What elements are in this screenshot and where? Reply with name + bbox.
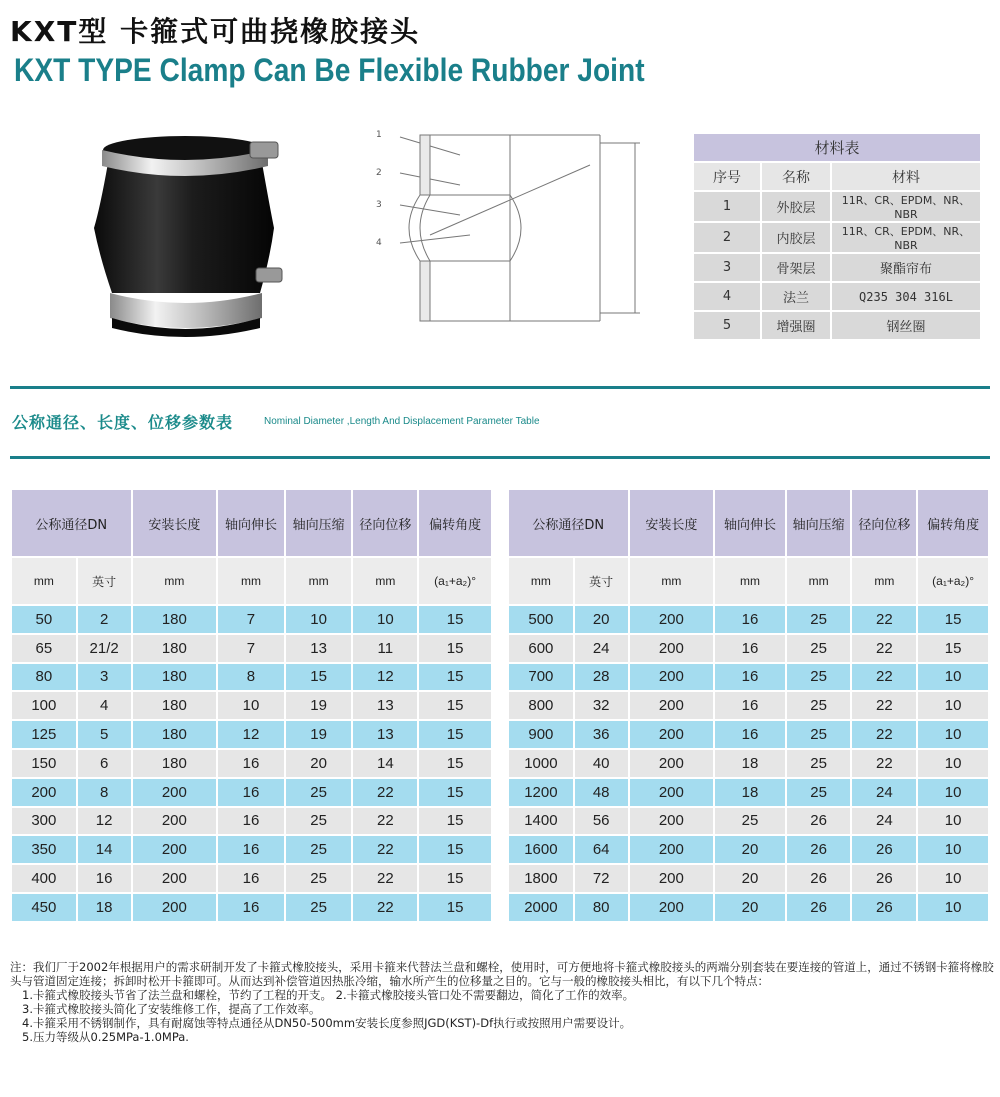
- table-cell: 200: [629, 864, 715, 893]
- table-row: [11, 864, 492, 893]
- table-cell: 100: [11, 691, 77, 720]
- table-cell: 16: [217, 749, 285, 778]
- table-cell: 28: [574, 663, 629, 692]
- table-cell: 22: [352, 807, 418, 836]
- table-row: [11, 634, 492, 663]
- table-row: [508, 605, 989, 634]
- table-cell: 200: [629, 778, 715, 807]
- table-cell: 13: [285, 634, 353, 663]
- table-cell: 500: [508, 605, 574, 634]
- table-cell: 25: [786, 663, 852, 692]
- table-cell: 16: [714, 605, 786, 634]
- notes-line-4: 4.卡箍采用不锈钢制作，具有耐腐蚀等特点通径从DN50-500mm安装长度参照JGD(KST)-Df执行或按照用户需要设计。: [22, 1016, 632, 1030]
- header-dn: 公称通径DN: [508, 489, 629, 557]
- table-cell: 10: [917, 864, 989, 893]
- table-cell: 15: [418, 835, 492, 864]
- table-cell: 15: [418, 807, 492, 836]
- material-table-title: 材料表: [693, 133, 981, 162]
- table-cell: 40: [574, 749, 629, 778]
- table-cell: 32: [574, 691, 629, 720]
- table-cell: 25: [786, 634, 852, 663]
- table-cell: 12: [352, 663, 418, 692]
- table-cell: 22: [851, 663, 917, 692]
- header-dn: 公称通径DN: [11, 489, 132, 557]
- table-cell: 10: [917, 807, 989, 836]
- table-cell: 4: [77, 691, 132, 720]
- table-row: [11, 807, 492, 836]
- table-cell: 2: [77, 605, 132, 634]
- table-cell: 800: [508, 691, 574, 720]
- table-cell: 7: [217, 605, 285, 634]
- table-cell: 12: [77, 807, 132, 836]
- material-header-no: 序号: [693, 162, 761, 191]
- table-row: [11, 749, 492, 778]
- table-cell: 19: [285, 691, 353, 720]
- table-cell: 7: [217, 634, 285, 663]
- table-cell: 200: [629, 691, 715, 720]
- table-cell: 15: [418, 663, 492, 692]
- table-cell: 22: [352, 835, 418, 864]
- table-cell: 16: [217, 778, 285, 807]
- product-photo: [90, 128, 290, 343]
- notes-line-1: 1.卡箍式橡胶接头节省了法兰盘和螺栓，节约了工程的开支。 2.卡箍式橡胶接头管口处不需要翻边，简化了工作的效率。: [22, 988, 635, 1002]
- table-cell: 80: [11, 663, 77, 692]
- table-row: [508, 807, 989, 836]
- table-cell: 25: [285, 778, 353, 807]
- table-cell: 600: [508, 634, 574, 663]
- unit-mm: mm: [714, 557, 786, 605]
- table-cell: 20: [714, 864, 786, 893]
- table-cell: 24: [574, 634, 629, 663]
- param-table-right: [507, 488, 990, 923]
- table-cell: 8: [77, 778, 132, 807]
- table-cell: 300: [11, 807, 77, 836]
- table-cell: 150: [11, 749, 77, 778]
- section-title-cn: 公称通径、长度、位移参数表: [12, 413, 234, 432]
- table-cell: 20: [714, 835, 786, 864]
- table-cell: 200: [629, 720, 715, 749]
- table-cell: 180: [132, 749, 218, 778]
- material-no: 3: [693, 253, 761, 282]
- table-cell: 72: [574, 864, 629, 893]
- table-cell: 25: [285, 893, 353, 922]
- table-cell: 25: [786, 778, 852, 807]
- header-install-length: 安装长度: [132, 489, 218, 557]
- table-cell: 22: [851, 634, 917, 663]
- table-cell: 10: [352, 605, 418, 634]
- unit-mm: mm: [786, 557, 852, 605]
- table-cell: 180: [132, 720, 218, 749]
- table-cell: 36: [574, 720, 629, 749]
- table-cell: 200: [132, 864, 218, 893]
- table-cell: 5: [77, 720, 132, 749]
- unit-angle: (a₁+a₂)°: [418, 557, 492, 605]
- table-cell: 1800: [508, 864, 574, 893]
- material-value: 聚酯帘布: [831, 253, 981, 282]
- table-cell: 1200: [508, 778, 574, 807]
- table-row: [11, 605, 492, 634]
- table-cell: 18: [714, 778, 786, 807]
- header-install-length: 安装长度: [629, 489, 715, 557]
- table-cell: 16: [77, 864, 132, 893]
- unit-mm: mm: [285, 557, 353, 605]
- table-cell: 26: [786, 864, 852, 893]
- table-cell: 15: [418, 634, 492, 663]
- material-value: 钢丝圈: [831, 311, 981, 340]
- table-cell: 25: [285, 864, 353, 893]
- table-cell: 1600: [508, 835, 574, 864]
- table-cell: 2000: [508, 893, 574, 922]
- table-row: [508, 864, 989, 893]
- material-name: 法兰: [761, 282, 831, 311]
- table-cell: 50: [11, 605, 77, 634]
- material-value: 11R、CR、EPDM、NR、NBR: [831, 191, 981, 222]
- table-cell: 13: [352, 691, 418, 720]
- table-cell: 15: [418, 691, 492, 720]
- section-divider-top: [10, 386, 990, 389]
- table-cell: 10: [917, 663, 989, 692]
- table-cell: 450: [11, 893, 77, 922]
- table-cell: 10: [217, 691, 285, 720]
- table-cell: 200: [629, 893, 715, 922]
- table-cell: 180: [132, 691, 218, 720]
- table-cell: 200: [629, 807, 715, 836]
- unit-mm: mm: [217, 557, 285, 605]
- table-cell: 180: [132, 663, 218, 692]
- table-cell: 16: [217, 807, 285, 836]
- unit-mm: mm: [11, 557, 77, 605]
- unit-mm: mm: [508, 557, 574, 605]
- table-cell: 200: [132, 893, 218, 922]
- table-cell: 350: [11, 835, 77, 864]
- table-cell: 1000: [508, 749, 574, 778]
- table-row: [11, 691, 492, 720]
- table-cell: 16: [217, 864, 285, 893]
- table-row: [508, 720, 989, 749]
- section-divider-bottom: [10, 456, 990, 459]
- table-cell: 16: [714, 720, 786, 749]
- material-name: 增强圈: [761, 311, 831, 340]
- header-radial-displacement: 径向位移: [352, 489, 418, 557]
- table-cell: 26: [786, 893, 852, 922]
- table-cell: 19: [285, 720, 353, 749]
- table-cell: 15: [418, 893, 492, 922]
- table-cell: 22: [352, 864, 418, 893]
- table-cell: 25: [285, 835, 353, 864]
- table-cell: 10: [917, 893, 989, 922]
- table-row: [11, 663, 492, 692]
- table-cell: 26: [851, 835, 917, 864]
- table-cell: 16: [714, 691, 786, 720]
- header-axial-extension: 轴向伸长: [217, 489, 285, 557]
- table-cell: 25: [786, 605, 852, 634]
- material-row: [693, 311, 981, 340]
- table-cell: 12: [217, 720, 285, 749]
- unit-mm: mm: [132, 557, 218, 605]
- table-cell: 11: [352, 634, 418, 663]
- table-cell: 200: [629, 749, 715, 778]
- table-cell: 10: [917, 778, 989, 807]
- table-cell: 25: [786, 720, 852, 749]
- table-cell: 16: [217, 835, 285, 864]
- notes-line-3: 3.卡箍式橡胶接头简化了安装维修工作，提高了工作效率。: [22, 1002, 321, 1016]
- table-cell: 8: [217, 663, 285, 692]
- table-cell: 900: [508, 720, 574, 749]
- header-axial-compression: 轴向压缩: [285, 489, 353, 557]
- page-title-en: KXT TYPE Clamp Can Be Flexible Rubber Joint: [14, 52, 645, 88]
- table-row: [11, 835, 492, 864]
- section-title-en: Nominal Diameter ,Length And Displacement Parameter Table: [264, 416, 540, 427]
- header-deflection-angle: 偏转角度: [917, 489, 989, 557]
- material-name: 外胶层: [761, 191, 831, 222]
- material-name: 内胶层: [761, 222, 831, 253]
- table-cell: 24: [851, 807, 917, 836]
- page-title-cn: KXT型 卡箍式可曲挠橡胶接头: [10, 15, 421, 48]
- notes-line-5: 5.压力等级从0.25MPa-1.0MPa.: [22, 1030, 189, 1044]
- table-row: [508, 835, 989, 864]
- table-cell: 125: [11, 720, 77, 749]
- material-row: [693, 282, 981, 311]
- table-cell: 26: [851, 893, 917, 922]
- table-cell: 22: [352, 893, 418, 922]
- table-cell: 56: [574, 807, 629, 836]
- material-name: 骨架层: [761, 253, 831, 282]
- material-no: 5: [693, 311, 761, 340]
- material-no: 2: [693, 222, 761, 253]
- table-row: [508, 778, 989, 807]
- table-cell: 10: [917, 720, 989, 749]
- table-cell: 15: [418, 605, 492, 634]
- table-row: [11, 893, 492, 922]
- table-cell: 16: [714, 634, 786, 663]
- table-cell: 200: [132, 778, 218, 807]
- material-no: 4: [693, 282, 761, 311]
- table-cell: 48: [574, 778, 629, 807]
- table-cell: 22: [352, 778, 418, 807]
- table-cell: 25: [786, 749, 852, 778]
- material-row: [693, 253, 981, 282]
- callout-4: 4: [376, 238, 382, 248]
- table-cell: 21/2: [77, 634, 132, 663]
- table-cell: 10: [917, 835, 989, 864]
- table-cell: 6: [77, 749, 132, 778]
- table-row: [508, 893, 989, 922]
- table-cell: 200: [629, 634, 715, 663]
- table-cell: 15: [285, 663, 353, 692]
- material-value: 11R、CR、EPDM、NR、NBR: [831, 222, 981, 253]
- header-axial-extension: 轴向伸长: [714, 489, 786, 557]
- table-cell: 200: [132, 835, 218, 864]
- table-cell: 15: [418, 720, 492, 749]
- table-cell: 25: [714, 807, 786, 836]
- table-cell: 22: [851, 749, 917, 778]
- material-header-material: 材料: [831, 162, 981, 191]
- table-cell: 14: [77, 835, 132, 864]
- table-cell: 14: [352, 749, 418, 778]
- header-radial-displacement: 径向位移: [851, 489, 917, 557]
- table-cell: 18: [714, 749, 786, 778]
- callout-1: 1: [376, 130, 382, 140]
- table-cell: 18: [77, 893, 132, 922]
- material-row: [693, 191, 981, 222]
- material-value: Q235 304 316L: [831, 282, 981, 311]
- table-cell: 16: [714, 663, 786, 692]
- table-cell: 25: [285, 807, 353, 836]
- table-cell: 20: [714, 893, 786, 922]
- table-cell: 15: [917, 634, 989, 663]
- callout-2: 2: [376, 168, 382, 178]
- unit-angle: (a₁+a₂)°: [917, 557, 989, 605]
- table-cell: 180: [132, 634, 218, 663]
- table-cell: 10: [917, 691, 989, 720]
- table-cell: 22: [851, 605, 917, 634]
- header-deflection-angle: 偏转角度: [418, 489, 492, 557]
- table-cell: 15: [418, 749, 492, 778]
- table-cell: 200: [629, 605, 715, 634]
- table-cell: 20: [574, 605, 629, 634]
- table-cell: 80: [574, 893, 629, 922]
- unit-mm: mm: [352, 557, 418, 605]
- table-cell: 200: [629, 663, 715, 692]
- table-cell: 25: [786, 691, 852, 720]
- table-cell: 26: [786, 807, 852, 836]
- material-no: 1: [693, 191, 761, 222]
- table-cell: 10: [285, 605, 353, 634]
- table-cell: 24: [851, 778, 917, 807]
- table-cell: 13: [352, 720, 418, 749]
- table-cell: 22: [851, 691, 917, 720]
- table-cell: 26: [851, 864, 917, 893]
- notes: [10, 960, 995, 1044]
- table-cell: 65: [11, 634, 77, 663]
- table-cell: 15: [917, 605, 989, 634]
- table-cell: 26: [786, 835, 852, 864]
- unit-mm: mm: [629, 557, 715, 605]
- param-table-left: [10, 488, 493, 923]
- table-cell: 1400: [508, 807, 574, 836]
- table-cell: 10: [917, 749, 989, 778]
- table-cell: 3: [77, 663, 132, 692]
- unit-inch: 英寸: [574, 557, 629, 605]
- table-row: [508, 634, 989, 663]
- table-cell: 200: [132, 807, 218, 836]
- table-cell: 16: [217, 893, 285, 922]
- cross-section-drawing: [360, 125, 660, 330]
- table-cell: 64: [574, 835, 629, 864]
- table-row: [11, 778, 492, 807]
- table-cell: 200: [11, 778, 77, 807]
- unit-inch: 英寸: [77, 557, 132, 605]
- table-cell: 200: [629, 835, 715, 864]
- table-cell: 180: [132, 605, 218, 634]
- table-cell: 20: [285, 749, 353, 778]
- table-cell: 700: [508, 663, 574, 692]
- table-cell: 22: [851, 720, 917, 749]
- table-row: [508, 749, 989, 778]
- table-row: [508, 691, 989, 720]
- material-header-name: 名称: [761, 162, 831, 191]
- material-table: [692, 132, 982, 341]
- table-cell: 15: [418, 778, 492, 807]
- table-row: [11, 720, 492, 749]
- notes-intro: 注：我们厂于2002年根据用户的需求研制开发了卡箍式橡胶接头，采用卡箍来代替法兰盘和螺栓，使用时，可方便地将卡箍式橡胶接头的两端分别套装在要连接的管道上，通过不锈钢卡箍将橡胶头与管道固定连接；拆卸时松开卡箍即可。从而达到补偿管道因热胀冷缩，输水所产生的位移量之目的。它与一般的橡胶接头相比，有以下几个特点：: [10, 960, 994, 988]
- callout-3: 3: [376, 200, 382, 210]
- table-cell: 15: [418, 864, 492, 893]
- unit-mm: mm: [851, 557, 917, 605]
- header-axial-compression: 轴向压缩: [786, 489, 852, 557]
- table-row: [508, 663, 989, 692]
- table-cell: 400: [11, 864, 77, 893]
- material-row: [693, 222, 981, 253]
